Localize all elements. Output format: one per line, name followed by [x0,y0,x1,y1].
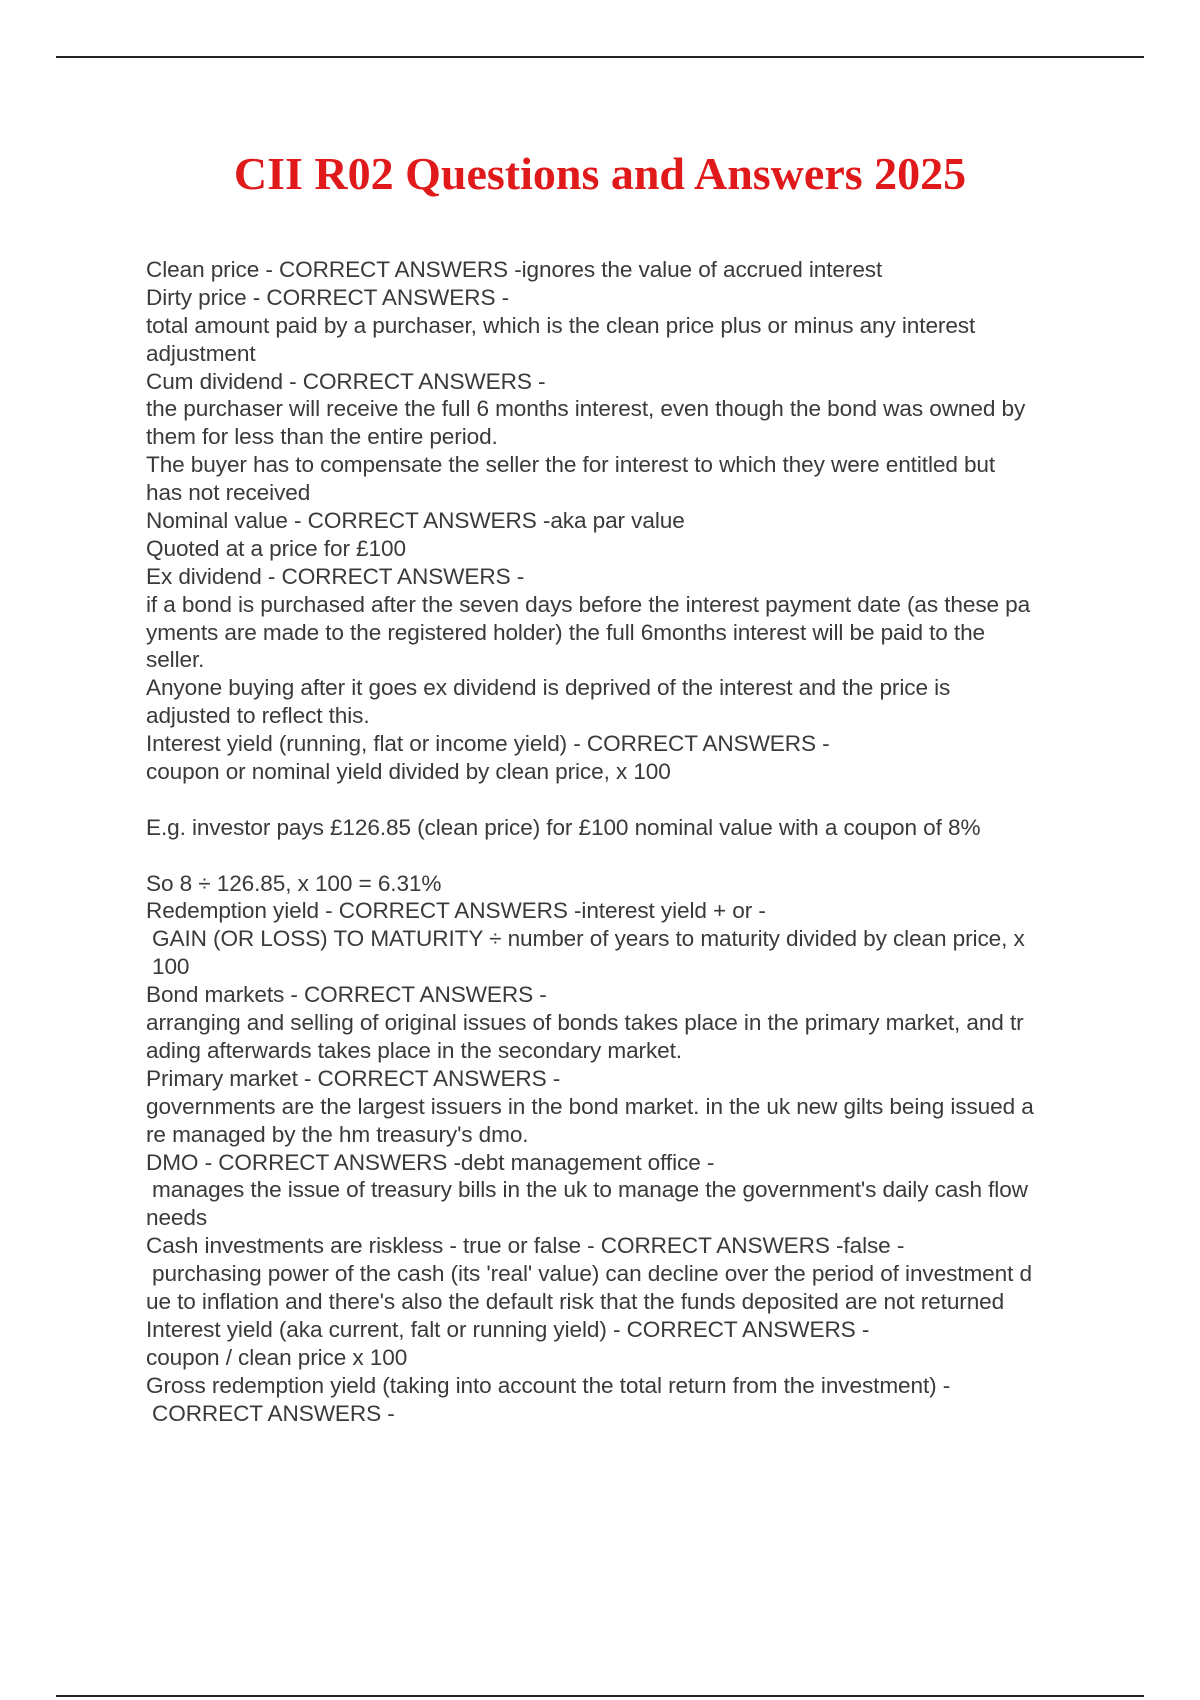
top-rule [56,56,1144,58]
text-line: Interest yield (running, flat or income yield) - CORRECT ANSWERS - [146,731,830,757]
text-line: Cum dividend - CORRECT ANSWERS - [146,368,546,394]
text-line: if a bond is purchased after the seven days before the interest payment date (as these pa [146,591,1031,617]
text-line: Quoted at a price for £100 [146,535,406,561]
text-line: Cash investments are riskless - true or false - CORRECT ANSWERS -false - [146,1233,905,1259]
text-line: Interest yield (aka current, falt or running yield) - CORRECT ANSWERS - [146,1316,870,1342]
text-line: Redemption yield - CORRECT ANSWERS -interest yield + or - [146,898,766,924]
text-line: total amount paid by a purchaser, which is the clean price plus or minus any interest [146,312,976,338]
text-line: manages the issue of treasury bills in the uk to manage the government's daily cash flow [152,1177,1028,1203]
text-line: Dirty price - CORRECT ANSWERS - [146,284,510,310]
bottom-rule [56,1695,1144,1697]
text-line: The buyer has to compensate the seller the for interest to which they were entitled but [146,452,996,478]
text-line: has not received [146,480,311,506]
text-line: Clean price - CORRECT ANSWERS -ignores the value of accrued interest [146,257,883,282]
text-line: ue to inflation and there's also the default risk that the funds deposited are not returned [146,1288,1005,1314]
text-line: ading afterwards takes place in the secondary market. [146,1037,682,1063]
text-line: seller. [146,647,205,673]
text-line: the purchaser will receive the full 6 months interest, even though the bond was owned by [146,396,1026,422]
text-line: Primary market - CORRECT ANSWERS - [146,1065,561,1091]
text-line: re managed by the hm treasury's dmo. [146,1121,529,1147]
text-line: Ex dividend - CORRECT ANSWERS - [146,563,525,589]
text-line: Anyone buying after it goes ex dividend is deprived of the interest and the price is [146,675,951,701]
text-line: GAIN (OR LOSS) TO MATURITY ÷ number of years to maturity divided by clean price, x [152,926,1025,952]
blank-line [146,786,1096,814]
blank-line [146,842,1096,870]
text-line: DMO - CORRECT ANSWERS -debt management office - [146,1149,715,1175]
text-line: So 8 ÷ 126.85, x 100 = 6.31% [146,870,442,896]
page-title: CII R02 Questions and Answers 2025 [233,148,967,199]
text-line: arranging and selling of original issues of bonds takes place in the primary market, and tr [146,1010,1024,1036]
text-line: adjusted to reflect this. [146,703,370,729]
text-line: Nominal value - CORRECT ANSWERS -aka par value [146,508,685,534]
text-line: Bond markets - CORRECT ANSWERS - [146,982,547,1008]
text-line: 100 [152,954,190,980]
text-line: CORRECT ANSWERS - [152,1400,395,1426]
text-line: governments are the largest issuers in the bond market. in the uk new gilts being issued a [146,1093,1034,1119]
text-line: yments are made to the registered holder) the full 6months interest will be paid to the [146,619,986,645]
text-line: adjustment [146,340,256,366]
document-body [146,256,1096,1427]
text-line: E.g. investor pays £126.85 (clean price) for £100 nominal value with a coupon of 8% [146,814,981,840]
text-line: Gross redemption yield (taking into account the total return from the investment) - [146,1372,951,1398]
text-line: needs [146,1205,208,1231]
text-line: coupon / clean price x 100 [146,1344,408,1370]
text-line: coupon or nominal yield divided by clean price, x 100 [146,759,671,785]
text-line: purchasing power of the cash (its 'real' value) can decline over the period of investment d [152,1261,1032,1287]
text-line: them for less than the entire period. [146,424,498,450]
